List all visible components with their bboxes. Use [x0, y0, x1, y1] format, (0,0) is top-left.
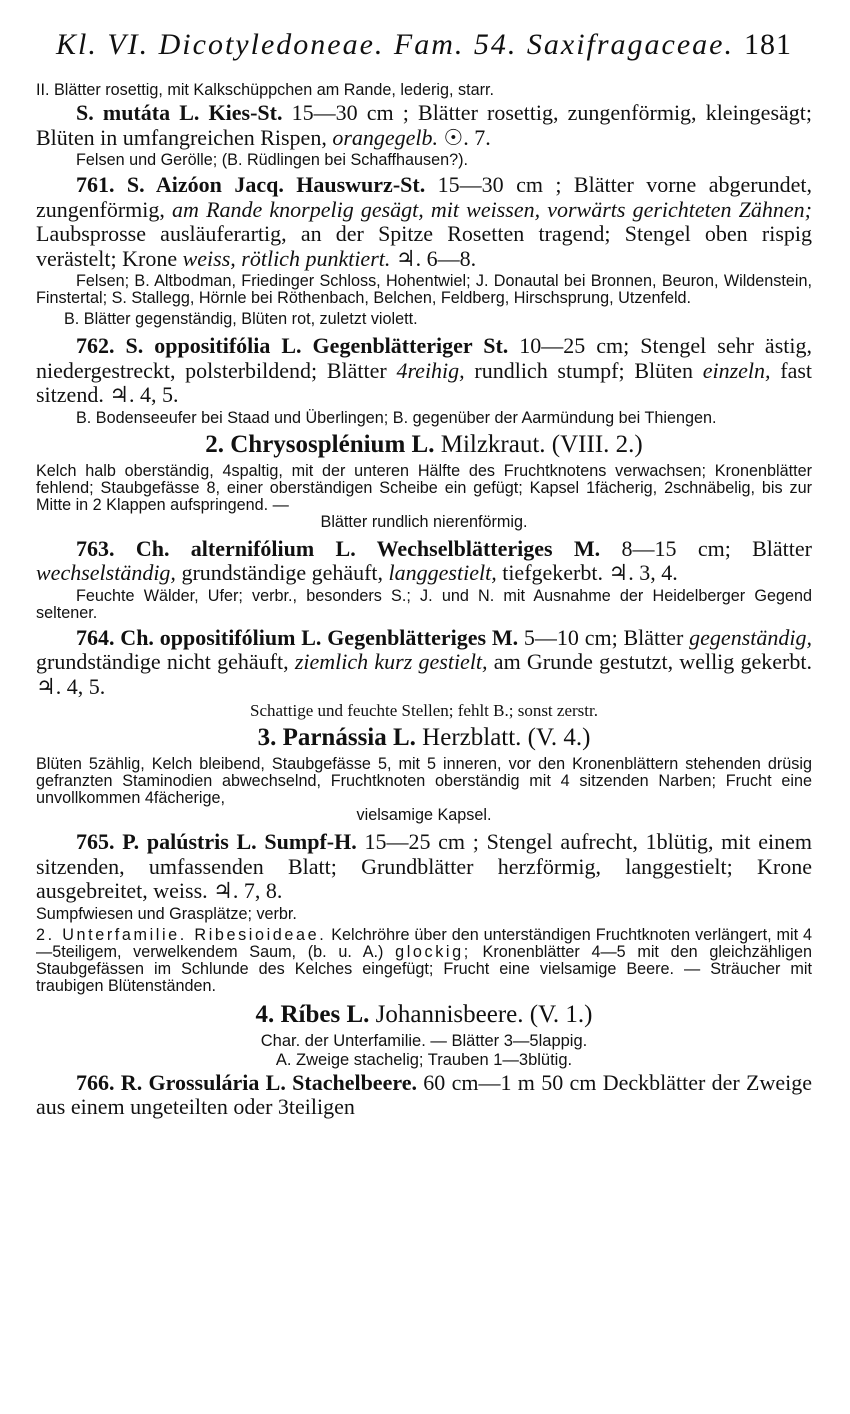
species-number: 761. — [76, 172, 115, 197]
genus-heading-chrysosplenium — [36, 431, 812, 459]
species-oppositifolium — [36, 626, 812, 700]
ribes-section-A: A. Zweige stachelig; Trauben 1—3blütig. — [275, 1050, 573, 1069]
genus-desc-last: vielsamige Kapsel. — [356, 806, 492, 824]
species-text: 15—25 cm ; Stengel aufrecht, 1blütig, mit einem sitzenden, umfassenden Blatt; Grundblätter herzförmig, langgestielt; Krone ausgebreitet, weiss. ♃. 7, 8. — [36, 829, 812, 903]
species-number: 762. — [76, 333, 115, 358]
habitat-aizoon: Felsen; B. Altbodman, Friedinger Schloss, Hohentwiel; J. Donautal bei Bronnen, Beuron, Wildenstein, Finstertal; S. Stallegg, Hörnle bei Röthenbach, Belchen, Feldberg, Hirschsprung, Utzenfeld. — [36, 272, 812, 307]
genus-desc-text: Kelch halb oberständig, 4spaltig, mit der unteren Hälfte des Fruchtknotens verwachsen; Kronenblätter fehlend; Staubgefässe 8, einer oberständigen Scheibe ein gefügt; Kapsel 1fächerig, 2schnäbelig, bis zur Mitte in 2 Klappen aufspringend. — — [36, 461, 812, 514]
habitat-oppositifolia: B. Bodenseeufer bei Staad und Überlingen; B. gegenüber der Aarmündung bei Thiengen. — [76, 408, 717, 427]
species-number: 765. — [76, 829, 115, 854]
habitat-oppositifolium: Schattige und feuchte Stellen; fehlt B.; sonst zerstr. — [250, 701, 598, 720]
species-text: Laubsprosse ausläuferartig, an der Spitze Rosetten tragend; Stengel oben rispig verästelt; Krone — [36, 221, 812, 271]
species-aizoon — [36, 173, 812, 271]
genus-name: 3. Parnássia L. — [257, 724, 416, 751]
ribes-character-line: Char. der Unterfamilie. — Blätter 3—5lappig. — [260, 1031, 588, 1050]
species-lead: S. Aizóon Jacq. Hauswurz-St. — [114, 172, 426, 197]
species-italic: langgestielt, — [388, 560, 497, 585]
species-end: am Grunde gestutzt, wellig gekerbt. ♃. 4, 5. — [36, 649, 812, 699]
genus-desc-text: Blüten 5zählig, Kelch bleibend, Staubgefässe 5, mit 5 inneren, vor den Kronenblättern stehenden drüsig gefranzten Staminodien abwechselnd, Fruchtknoten oberständig mit 4 sitzenden Narben; Frucht eine unvollkommen 4fächerige, — [36, 755, 812, 807]
subfamily-lead: 2. Unterfamilie. Ribesioideae. — [36, 925, 327, 944]
habitat-alternifolium: Feuchte Wälder, Ufer; verbr., besonders S.; J. und N. mit Ausnahme der Heidelberger Gegend seltener. — [36, 586, 812, 622]
genus-desc-last: Blätter rundlich nierenförmig. — [320, 512, 528, 531]
running-head-title: Kl. VI. Dicotyledoneae. Fam. 54. Saxifragaceae. — [55, 28, 734, 61]
habitat-mutata: Felsen und Gerölle; (B. Rüdlingen bei Schaffhausen?). — [76, 151, 469, 169]
species-text: 15—30 cm ; Blätter vorne abgerundet, zungenförmig, — [36, 172, 812, 222]
species-grossularia — [36, 1071, 812, 1120]
page — [36, 28, 812, 1120]
subfamily-spaced: glockig; — [395, 942, 471, 961]
genus-description-chrysosplenium — [36, 463, 812, 531]
species-italic: 4reihig, — [396, 357, 465, 383]
species-text: 15—30 cm ; Blätter rosettig, zungenförmig, kleingesägt; Blüten in umfangreichen Rispen, — [36, 100, 813, 150]
species-text: grundständige nicht gehäuft, — [36, 649, 295, 674]
genus-heading-ribes — [36, 1001, 812, 1029]
species-oppositifolia — [36, 334, 812, 408]
species-italic: gegenständig, — [689, 624, 812, 650]
species-lead: Ch. oppositifólium L. Gegenblätteriges M. — [114, 624, 519, 650]
species-italic: ziemlich kurz gestielt, — [294, 649, 488, 674]
species-italic: wechselständig, — [36, 560, 176, 585]
genus-common-name: Johannisbeere. (V. 1.) — [369, 1000, 593, 1028]
species-lead: S. mutáta L. Kies-St. — [76, 100, 283, 125]
species-end: fast sitzend. ♃. 4, 5. — [36, 357, 813, 407]
genus-name: 4. Ríbes L. — [255, 1000, 370, 1028]
species-number: 763. — [76, 535, 115, 561]
section-heading-II: II. Blätter rosettig, mit Kalkschüppchen am Rande, lederig, starr. — [36, 81, 494, 99]
section-heading-B: B. Blätter gegenständig, Blüten rot, zuletzt violett. — [64, 310, 418, 328]
running-head — [36, 28, 812, 62]
habitat-palustris: Sumpfwiesen und Grasplätze; verbr. — [36, 904, 297, 923]
species-lead: R. Grossulária L. Stachelbeere. — [114, 1069, 417, 1095]
species-number: 764. — [76, 624, 115, 650]
species-italic: weiss, rötlich punktiert. — [182, 245, 391, 271]
genus-description-parnassia — [36, 756, 812, 824]
genus-common-name: Milzkraut. (VIII. 2.) — [434, 430, 643, 458]
species-italic: orangegelb. — [332, 124, 439, 150]
species-text: 5—10 cm; Blätter — [518, 624, 690, 650]
subfamily-description — [36, 927, 812, 995]
species-text: 60 cm—1 m 50 cm Deckblätter der Zweige aus einem ungeteilten oder 3teiligen — [36, 1069, 812, 1119]
genus-common-name: Herzblatt. (V. 4.) — [415, 724, 591, 751]
species-text: grundständige gehäuft, — [175, 560, 389, 585]
species-mutata — [36, 101, 812, 150]
species-text: 10—25 cm; Stengel sehr ästig, niedergestreckt, polsterbildend; Blätter — [36, 333, 812, 383]
species-text: 8—15 cm; Blätter — [600, 535, 812, 561]
species-lead: Ch. alternifólium L. Wechselblätteriges M. — [114, 535, 601, 561]
species-alternifolium — [36, 537, 812, 586]
species-end: ☉. 7. — [438, 124, 491, 150]
genus-heading-parnassia — [36, 724, 812, 752]
species-palustris — [36, 830, 812, 904]
species-lead: S. oppositifólia L. Gegenblätteriger St. — [114, 333, 509, 358]
species-end: ♃. 6—8. — [390, 245, 477, 271]
species-italic: am Rande knorpelig gesägt, mit weissen, vorwärts gerichteten Zähnen; — [172, 196, 813, 222]
species-lead: P. palústris L. Sumpf-H. — [114, 829, 357, 854]
subfamily-text: Kelchröhre über den unterständigen Fruchtknoten verlängert, mit 4—5teiligem, verwelkendem Saum, (b. u. A.) — [36, 925, 812, 961]
species-italic: einzeln, — [702, 357, 771, 383]
species-end: tiefgekerbt. ♃. 3, 4. — [496, 560, 678, 585]
subfamily-end: Kronenblätter 4—5 mit den gleichzähligen Staubgefässen im Schlunde des Kelches eingefügt; Frucht eine vielsamige Beere. — Sträucher mit traubigen Blütenständen. — [36, 942, 812, 995]
page-number: 181 — [744, 28, 792, 61]
genus-name: 2. Chrysosplénium L. — [205, 430, 435, 458]
species-number: 766. — [76, 1069, 115, 1095]
species-text: rundlich stumpf; Blüten — [464, 357, 703, 383]
